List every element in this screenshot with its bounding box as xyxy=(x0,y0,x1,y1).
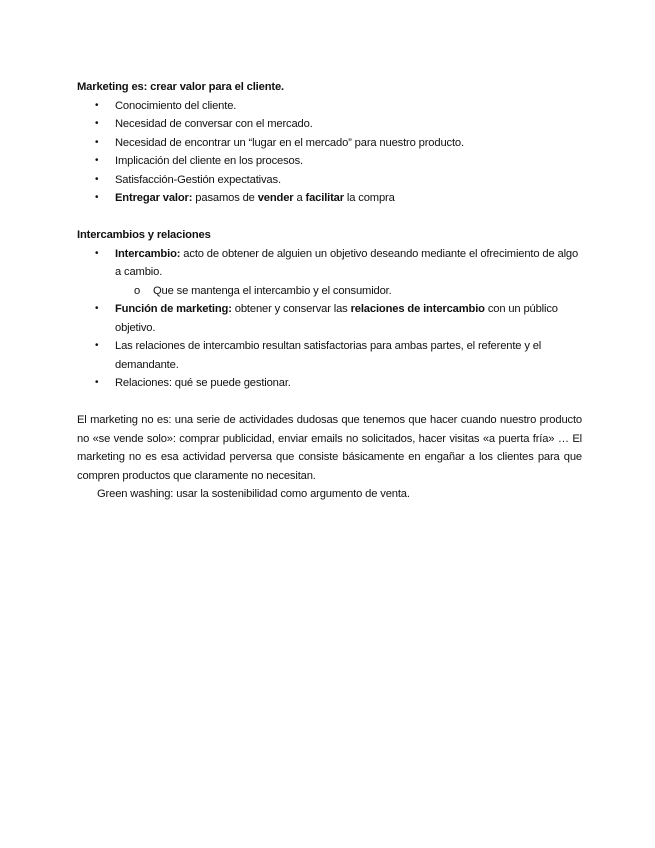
list-item-text: a xyxy=(293,192,306,204)
bold-term-entregar-valor: Entregar valor: xyxy=(115,192,193,204)
bold-term-vender: vender xyxy=(257,192,294,204)
list-item-entregar-valor xyxy=(95,189,582,208)
bold-term-funcion-marketing: Función de marketing: xyxy=(115,303,232,315)
list-item-text: con un público objetivo. xyxy=(115,303,558,334)
list-item-funcion-marketing xyxy=(95,300,582,337)
document-body xyxy=(77,78,582,504)
paragraph-marketing-no-es: El marketing no es: una serie de actividades dudosas que tenemos que hacer cuando nuestro producto no «se vende solo»: comprar publicidad, enviar emails no solicitados, hacer visitas «a puerta fría» … El marketing no es esa actividad perversa que consiste básicamente en engañar a los clientes para que compren productos que claramente no necesitan. xyxy=(77,414,582,482)
bullet-glyph: • xyxy=(95,118,99,129)
list-item xyxy=(95,374,582,393)
bullet-glyph: • xyxy=(95,377,99,388)
section-heading-marketing: Marketing es: crear valor para el cliente. xyxy=(77,81,284,93)
bullet-glyph: • xyxy=(95,192,99,203)
sub-bullet-glyph: o xyxy=(134,284,141,297)
bullet-glyph: • xyxy=(95,99,99,111)
bullet-glyph: • xyxy=(95,173,99,185)
blank-line xyxy=(77,208,582,227)
bullet-glyph: • xyxy=(95,340,99,351)
bullet-glyph: • xyxy=(95,155,99,166)
list-item-text: Conocimiento del cliente. xyxy=(115,99,237,112)
bold-term-facilitar: facilitar xyxy=(305,192,344,204)
bold-term-relaciones-intercambio: relaciones de intercambio xyxy=(350,303,485,315)
list-item-text: acto de obtener de alguien un objetivo deseando mediante el ofrecimiento de algo a cambio. xyxy=(115,247,579,278)
bullet-glyph: • xyxy=(95,303,99,314)
list-item-text: Las relaciones de intercambio resultan satisfactorias para ambas partes, el referente y el demandante. xyxy=(115,340,542,371)
list-item-text: pasamos de xyxy=(192,192,258,204)
sub-list-item xyxy=(134,282,582,301)
list-item-text: la compra xyxy=(343,192,395,204)
list-item-text: Relaciones: qué se puede gestionar. xyxy=(115,377,291,389)
blank-line xyxy=(77,393,582,412)
list-item xyxy=(95,337,582,374)
list-item xyxy=(95,97,582,116)
list-item-text: obtener y conservar las xyxy=(231,303,351,315)
list-item-intercambio xyxy=(95,245,582,301)
section-heading-intercambios: Intercambios y relaciones xyxy=(77,229,211,241)
list-item xyxy=(95,152,582,171)
list-item-text: Satisfacción-Gestión expectativas. xyxy=(115,173,281,186)
list-item-text: Necesidad de encontrar un “lugar en el mercado” para nuestro producto. xyxy=(115,136,464,149)
marketing-list xyxy=(77,97,582,208)
intercambios-list xyxy=(77,245,582,393)
paragraph-green-washing: Green washing: usar la sostenibilidad como argumento de venta. xyxy=(97,488,410,500)
sub-list-item-text: Que se mantenga el intercambio y el consumidor. xyxy=(153,284,392,297)
list-item xyxy=(95,171,582,190)
list-item-text: Implicación del cliente en los procesos. xyxy=(115,155,304,167)
sub-list xyxy=(115,282,582,301)
list-item xyxy=(95,134,582,153)
bold-term-intercambio: Intercambio: xyxy=(115,247,181,260)
bullet-glyph: • xyxy=(95,247,99,259)
list-item-text: Necesidad de conversar con el mercado. xyxy=(115,118,313,130)
list-item xyxy=(95,115,582,134)
bullet-glyph: • xyxy=(95,136,99,148)
